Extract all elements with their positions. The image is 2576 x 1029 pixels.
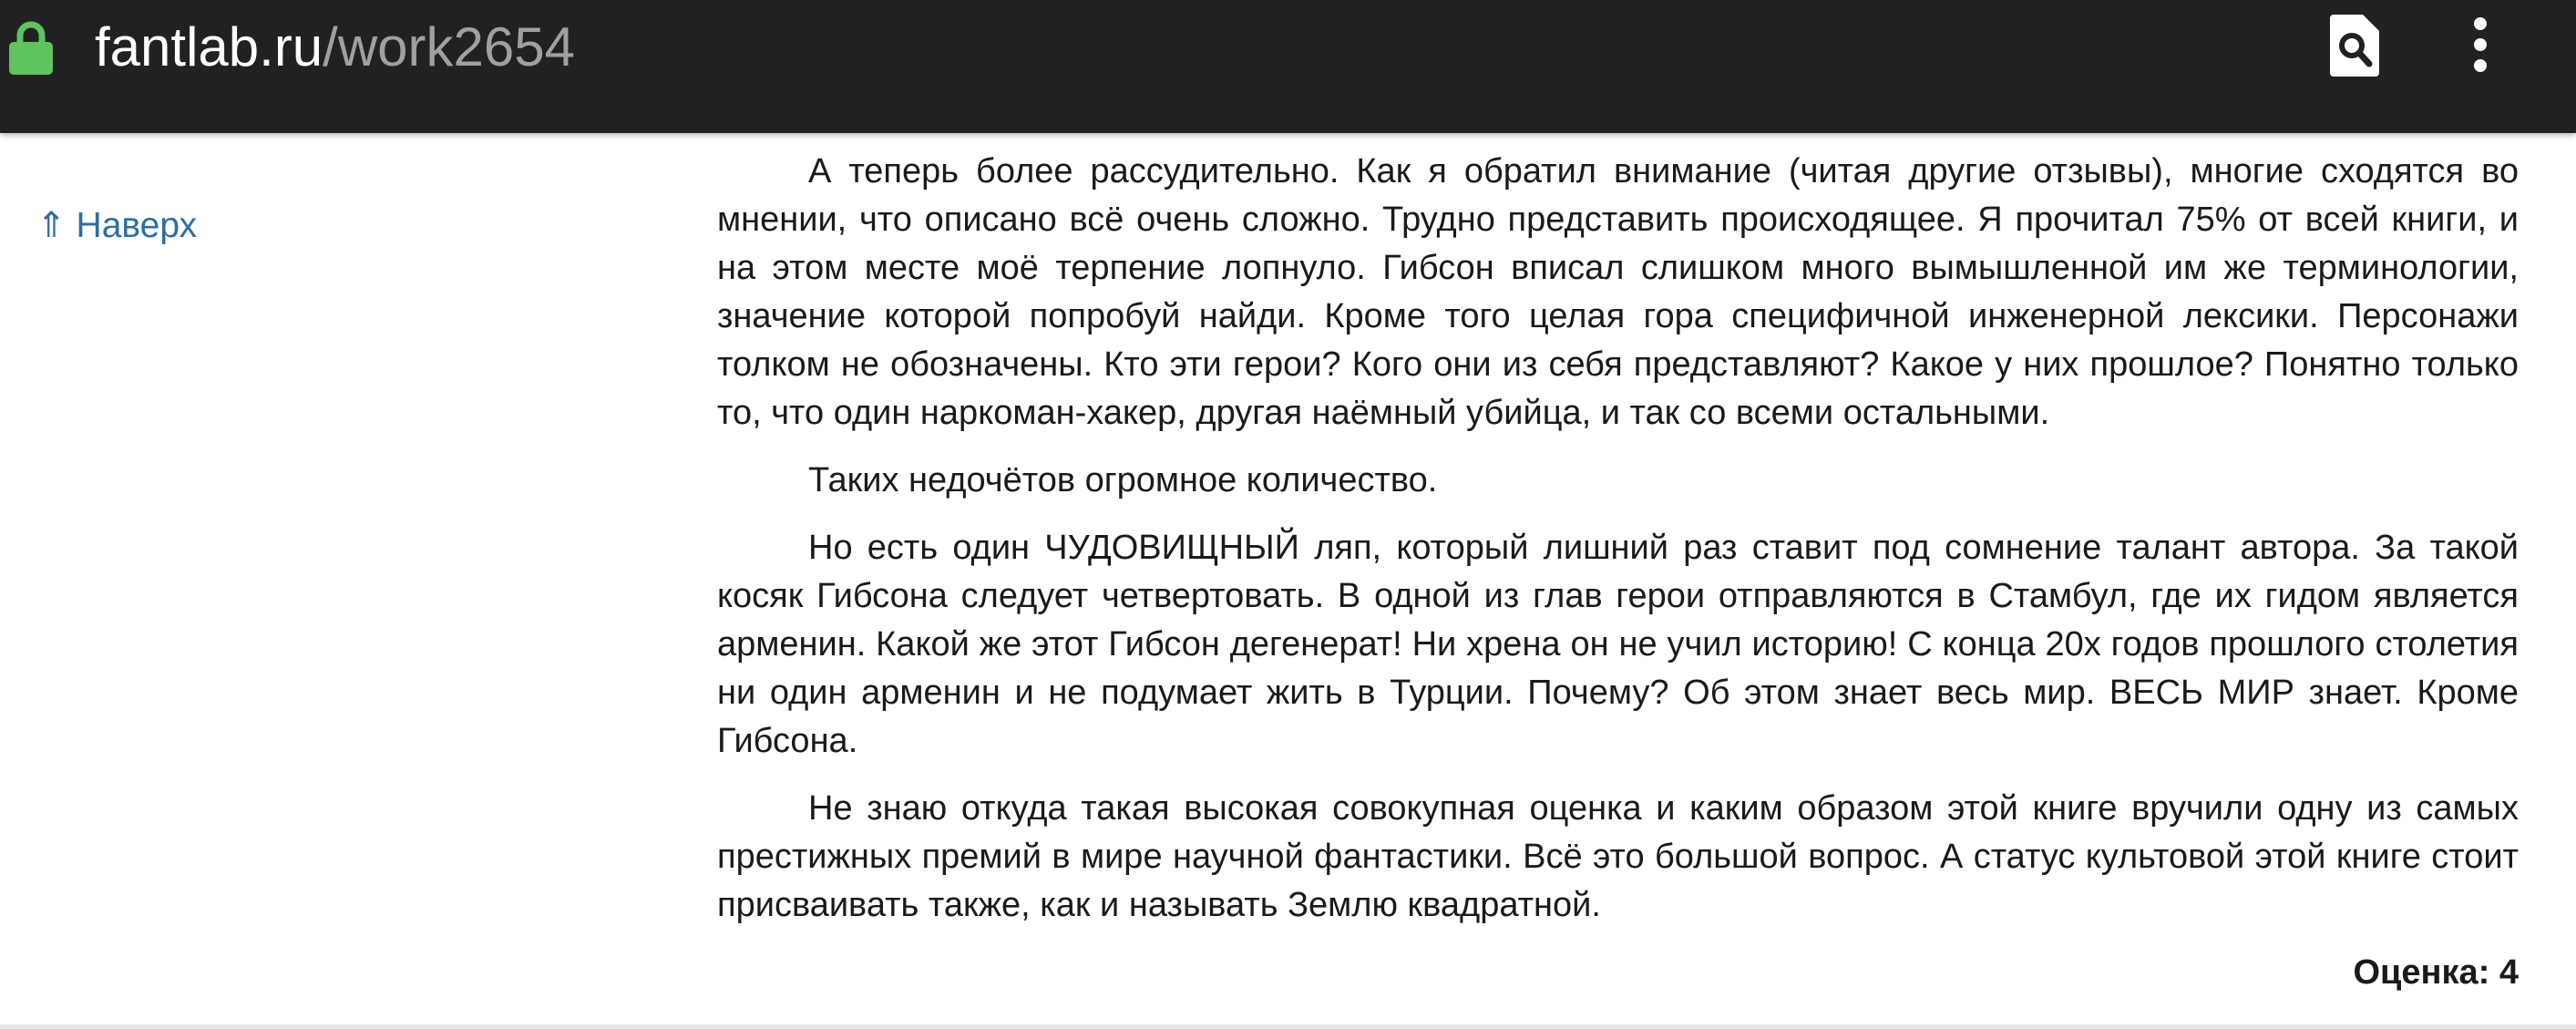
divider: [0, 1024, 2576, 1029]
back-to-top-label: Наверх: [76, 206, 198, 245]
review-paragraph: А теперь более рассудительно. Как я обратил внимание (читая другие отзывы), многие сходятся во мнении, что описано всё очень сложно. Трудно представить происходящее. Я прочитал 75% от всей книги, и на этом месте моё терпение лопнуло. Гибсон вписал слишком много вымышленной им же терминологии, значение которой попробуй найди. Кроме того целая гора специфичной инженерной лексики. Персонажи толком не обозначены. Кто эти герои? Кого они из себя представляют? Какое у них прошлое? Понятно только то, что один наркоман-хакер, другая наёмный убийца, и так со всеми остальными.: [717, 152, 2519, 432]
find-in-page-icon[interactable]: [2328, 13, 2381, 78]
more-vert-icon[interactable]: [2469, 16, 2491, 73]
url-path: /work2654: [323, 16, 575, 77]
lock-icon[interactable]: [7, 20, 55, 75]
back-to-top-link[interactable]: [36, 202, 197, 250]
up-arrow-icon: ⇑: [36, 206, 67, 245]
browser-toolbar: [0, 0, 2576, 133]
review-paragraph: Таких недочётов огромное количество.: [808, 461, 1438, 499]
review-paragraph: Но есть один ЧУДОВИЩНЫЙ ляп, который лишний раз ставит под сомнение талант автора. За такой косяк Гибсона следует четвертовать. В одной из глав герои отправляются в Стамбул, где их гидом является арменин. Какой же этот Гибсон дегенерат! Ни хрена он не учил историю! С конца 20х годов прошлого столетия ни один арменин и не подумает жить в Турции. Почему? Об этом знает весь мир. ВЕСЬ МИР знает. Кроме Гибсона.: [717, 529, 2519, 760]
review-text: [717, 148, 2519, 997]
review-rating: Оценка: 4: [2353, 953, 2519, 992]
review-paragraph: Не знаю откуда такая высокая совокупная оценка и каким образом этой книге вручили одну из самых престижных премий в мире научной фантастики. Всё это большой вопрос. А статус культовой этой книге стоит присваивать также, как и называть Землю квадратной.: [717, 789, 2519, 924]
address-bar[interactable]: [95, 15, 575, 80]
url-host: fantlab.ru: [95, 16, 323, 77]
